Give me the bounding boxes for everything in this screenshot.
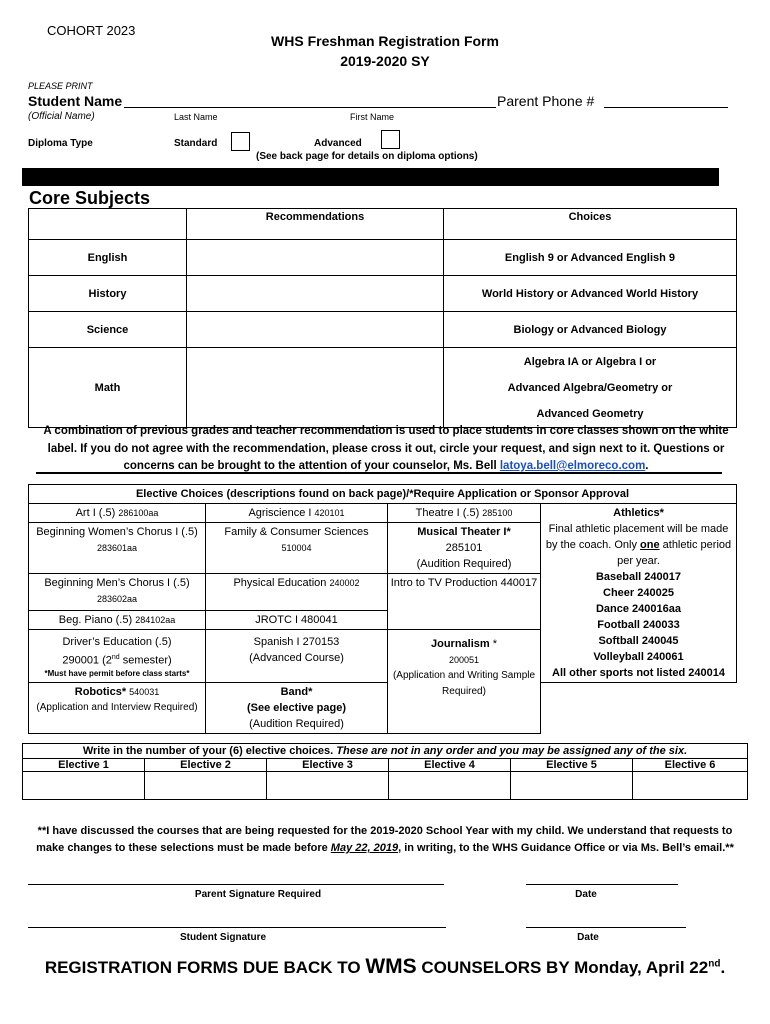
musical-code: 285101 <box>445 542 483 554</box>
ack-text-2: , in writing, to the WHS Guidance Office or via Ms. Bell’s email.** <box>398 842 734 854</box>
electives-header: Elective Choices (descriptions found on back page)/*Require Application or Sponsor Approval <box>29 485 737 504</box>
journalism-label: Journalism <box>430 637 490 650</box>
paragraph-end: . <box>645 460 649 472</box>
recommendation-math-cell[interactable] <box>187 348 444 428</box>
athletics-note-2: athletic period per year. <box>617 539 732 567</box>
elective-pe <box>206 574 388 611</box>
due-text-1: REGISTRATION FORMS DUE BACK TO <box>44 958 366 977</box>
piano-code: 284102aa <box>135 614 176 625</box>
elective-tv-production: Intro to TV Production 440017 <box>388 574 541 630</box>
student-signature-label: Student Signature <box>179 932 267 943</box>
diploma-type-label: Diploma Type <box>28 138 93 149</box>
first-name-label: First Name <box>350 112 395 122</box>
section-divider-bar <box>22 168 719 186</box>
student-signature-line[interactable] <box>28 927 446 928</box>
sport-dance: Dance 240016aa <box>595 603 681 615</box>
last-name-label: Last Name <box>174 112 218 122</box>
paragraph-divider <box>36 472 722 474</box>
math-choice-line-1: Algebra IA or Algebra I or <box>523 355 657 368</box>
band-see: (See elective page) <box>246 702 347 714</box>
athletics-note-one: one <box>640 539 660 551</box>
due-sup: nd <box>708 958 721 970</box>
parent-signature-line[interactable] <box>28 884 444 885</box>
choice-history: World History or Advanced World History <box>444 276 737 312</box>
instruction-plain: Write in the number of your (6) elective choices. <box>82 745 337 757</box>
parent-signature-label: Parent Signature Required <box>194 889 322 900</box>
counselor-email-link[interactable]: latoya.bell@elmoreco.com <box>499 460 646 472</box>
sport-cheer: Cheer 240025 <box>603 587 674 599</box>
write-in-instruction <box>23 744 748 759</box>
sport-volleyball: Volleyball 240061 <box>593 651 684 663</box>
cohort-label: COHORT 2023 <box>47 23 136 38</box>
elective-2-field[interactable] <box>145 772 267 800</box>
journalism-code: 200051 <box>448 654 480 665</box>
official-name-note: (Official Name) <box>28 111 95 122</box>
choice-science: Biology or Advanced Biology <box>444 312 737 348</box>
driver-note: *Must have permit before class starts* <box>44 669 190 679</box>
subject-history: History <box>29 276 187 312</box>
math-choice-line-2: Advanced Algebra/Geometry or <box>507 381 673 394</box>
agri-code: 420101 <box>314 508 345 518</box>
choices-header: Choices <box>444 209 737 240</box>
recommendation-history-cell[interactable] <box>187 276 444 312</box>
form-title <box>0 31 770 71</box>
choice-english: English 9 or Advanced English 9 <box>444 240 737 276</box>
bmc-label: Beginning Men’s Chorus I (.5) <box>44 577 190 589</box>
ack-date: May 22, 2019 <box>330 842 399 854</box>
theatre-label: Theatre I (.5) <box>415 507 480 519</box>
due-wms: WMS <box>365 955 417 978</box>
date-label-1: Date <box>575 889 597 900</box>
elective-drivers-ed <box>29 629 206 682</box>
diploma-note: (See back page for details on diploma options) <box>256 151 478 162</box>
robotics-note: (Application and Interview Required) <box>36 702 198 713</box>
elective-piano <box>29 610 206 629</box>
band-label: Band* <box>280 686 313 698</box>
sport-football: Football 240033 <box>597 619 680 631</box>
sport-softball: Softball 240045 <box>598 635 679 647</box>
art-label: Art I (.5) <box>75 507 116 519</box>
athletics-note <box>543 521 734 569</box>
table-row <box>29 683 737 734</box>
recommendation-science-cell[interactable] <box>187 312 444 348</box>
driver-code-end: semester) <box>119 654 172 667</box>
elective-robotics <box>29 683 206 734</box>
bmc-code: 283602aa <box>96 594 138 604</box>
math-choice-line-3: Advanced Geometry <box>536 407 644 420</box>
elective-5-field[interactable] <box>511 772 633 800</box>
title-line-1: WHS Freshman Registration Form <box>271 33 499 49</box>
date-line-1[interactable] <box>526 884 678 885</box>
robotics-code: 540031 <box>129 687 160 697</box>
pe-code: 240002 <box>329 578 360 588</box>
spanish-note: (Advanced Course) <box>249 651 344 664</box>
elective-write-in-table <box>22 743 748 800</box>
elective-2-header: Elective 2 <box>145 759 267 772</box>
sport-baseball: Baseball 240017 <box>595 571 681 583</box>
elective-agriscience <box>206 504 388 523</box>
musical-note: (Audition Required) <box>416 558 512 570</box>
subject-science: Science <box>29 312 187 348</box>
due-end: . <box>720 958 726 977</box>
instruction-italic: These are not in any order and you may be assigned any of the six. <box>336 745 688 757</box>
elective-1-field[interactable] <box>23 772 145 800</box>
art-code: 286100aa <box>118 508 159 518</box>
table-row <box>29 348 737 428</box>
fcs-label: Family & Consumer Sciences <box>224 526 369 538</box>
elective-womens-chorus <box>29 523 206 574</box>
paragraph-text: A combination of previous grades and teacher recommendation is used to place students in core classes shown on the white label. If you do not agree with the recommendation, please cross it out, circle your request, and sign next to it. Questions or concerns can be brought to the attention of your counselor, Ms. Bell <box>43 425 729 472</box>
recommendation-english-cell[interactable] <box>187 240 444 276</box>
standard-label: Standard <box>174 138 218 149</box>
elective-athletics <box>541 504 737 683</box>
subject-math: Math <box>29 348 187 428</box>
athletics-heading: Athletics* <box>613 507 664 519</box>
standard-checkbox[interactable] <box>231 132 250 151</box>
driver-label: Driver’s Education (.5) <box>62 635 172 648</box>
theatre-code: 285100 <box>482 508 513 518</box>
table-row <box>29 504 737 523</box>
elective-5-header: Elective 5 <box>511 759 633 772</box>
athletics-note-1: Final athletic placement will be made by the coach. Only <box>545 523 729 551</box>
elective-6-header: Elective 6 <box>633 759 748 772</box>
table-row <box>29 276 737 312</box>
fcs-code: 510004 <box>281 543 312 553</box>
date-line-2[interactable] <box>526 927 686 928</box>
band-note: (Audition Required) <box>249 718 344 730</box>
elective-theatre <box>388 504 541 523</box>
agri-label: Agriscience I <box>248 507 312 519</box>
ack-text-1: **I have discussed the courses that are being requested for the 2019-2020 School Year with my child. We understand that requests to make changes to these selections must be made before <box>36 825 733 854</box>
journalism-star: * <box>489 637 498 650</box>
please-print-note: PLEASE PRINT <box>28 81 93 91</box>
elective-3-field[interactable] <box>267 772 389 800</box>
elective-mens-chorus <box>29 574 206 611</box>
driver-code <box>31 650 203 669</box>
elective-4-header: Elective 4 <box>389 759 511 772</box>
elective-1-header: Elective 1 <box>23 759 145 772</box>
acknowledgment-text <box>28 823 742 857</box>
elective-band <box>206 683 388 734</box>
title-line-2: 2019-2020 SY <box>340 53 430 69</box>
due-date-notice <box>0 955 770 979</box>
core-subjects-table <box>28 208 737 428</box>
student-name-field[interactable] <box>124 107 496 108</box>
choice-math <box>444 348 737 428</box>
piano-label: Beg. Piano (.5) <box>58 613 133 626</box>
sport-other: All other sports not listed 240014 <box>552 667 725 679</box>
elective-art <box>29 504 206 523</box>
core-subjects-heading: Core Subjects <box>29 188 151 208</box>
musical-label: Musical Theater I* <box>417 526 511 538</box>
journalism-note: (Application and Writing Sample Required) <box>392 669 536 697</box>
elective-6-field[interactable] <box>633 772 748 800</box>
robotics-label: Robotics* <box>74 686 127 698</box>
date-label-2: Date <box>577 932 599 943</box>
bwc-label: Beginning Women’s Chorus I (.5) <box>36 526 198 538</box>
spanish-label: Spanish I 270153 <box>253 635 340 648</box>
elective-3-header: Elective 3 <box>267 759 389 772</box>
driver-code-text: 290001 (2 <box>62 654 112 667</box>
table-row <box>29 312 737 348</box>
recommendations-header: Recommendations <box>187 209 444 240</box>
elective-family-consumer <box>206 523 388 574</box>
advanced-checkbox[interactable] <box>381 130 400 149</box>
driver-sup: nd <box>111 653 120 661</box>
subject-english: English <box>29 240 187 276</box>
bwc-code: 283601aa <box>96 543 138 553</box>
elective-jrotc: JROTC I 480041 <box>206 610 388 629</box>
pe-label: Physical Education <box>233 577 327 589</box>
parent-phone-label: Parent Phone # <box>497 93 595 109</box>
elective-4-field[interactable] <box>389 772 511 800</box>
student-name-label: Student Name <box>28 93 123 109</box>
elective-musical-theater <box>388 523 541 574</box>
core-header-blank <box>29 209 187 240</box>
elective-choices-table <box>28 484 737 734</box>
table-row <box>29 240 737 276</box>
elective-journalism <box>388 629 541 733</box>
elective-spanish <box>206 629 388 682</box>
due-text-2: COUNSELORS BY Monday, April 22 <box>416 958 709 977</box>
parent-phone-field[interactable] <box>604 107 728 108</box>
placement-paragraph <box>33 423 739 476</box>
advanced-label: Advanced <box>314 138 362 149</box>
